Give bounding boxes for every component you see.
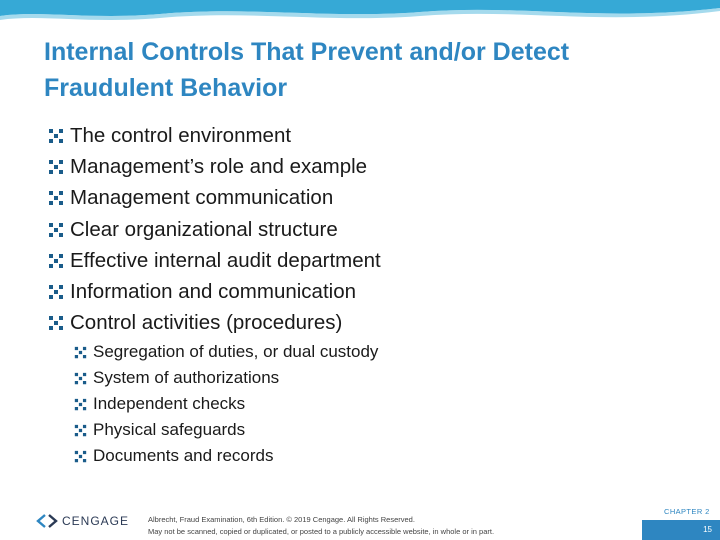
copyright-notice xyxy=(148,514,608,538)
bullet-list xyxy=(48,120,648,469)
sub-bullet-icon xyxy=(74,450,87,463)
bullet-text: Information and communication xyxy=(70,280,357,304)
bullet-icon xyxy=(48,159,64,175)
sub-bullet-text: Physical safeguards xyxy=(93,420,246,440)
sub-bullet-text: System of authorizations xyxy=(93,368,280,388)
sub-bullet-item xyxy=(48,417,648,443)
bullet-item xyxy=(48,245,648,276)
sub-bullet-text: Independent checks xyxy=(93,394,246,414)
sub-bullet-item xyxy=(48,365,648,391)
cengage-logo xyxy=(36,513,129,529)
sub-bullet-icon xyxy=(74,424,87,437)
bullet-icon xyxy=(48,253,64,269)
bullet-icon xyxy=(48,284,64,300)
page-number: 15 xyxy=(703,525,712,534)
bullet-text: The control environment xyxy=(70,123,292,147)
bullet-item xyxy=(48,183,648,214)
bullet-icon xyxy=(48,128,64,144)
bullet-text: Management’s role and example xyxy=(70,154,368,178)
sub-bullet-icon xyxy=(74,346,87,359)
copyright-line-2: May not be scanned, copied or duplicated, or posted to a publicly accessible website, in whole or in part. xyxy=(148,527,495,536)
sub-bullet-icon xyxy=(74,398,87,411)
logo-text: CENGAGE xyxy=(62,514,130,528)
bullet-item xyxy=(48,151,648,182)
slide-title: Internal Controls That Prevent and/or Detect Fraudulent Behavior xyxy=(44,38,570,102)
bullet-item xyxy=(48,276,648,307)
copyright-line-1: Albrecht, Fraud Examination, 6th Edition. © 2019 Cengage. All Rights Reserved. xyxy=(148,515,415,524)
bullet-icon xyxy=(48,315,64,331)
sub-bullet-icon xyxy=(74,372,87,385)
bullet-item xyxy=(48,120,648,151)
bullet-text: Management communication xyxy=(70,186,334,210)
sub-bullet-text: Documents and records xyxy=(93,446,274,466)
bullet-text: Control activities (procedures) xyxy=(70,311,343,335)
top-wave-decoration xyxy=(0,0,720,30)
sub-bullet-item xyxy=(48,339,648,365)
bullet-icon xyxy=(48,222,64,238)
bullet-text: Effective internal audit department xyxy=(70,248,381,272)
bullet-icon xyxy=(48,190,64,206)
bullet-item xyxy=(48,308,648,339)
sub-bullet-item xyxy=(48,391,648,417)
sub-bullet-text: Segregation of duties, or dual custody xyxy=(93,342,379,362)
page-number-tab xyxy=(642,520,720,540)
chapter-label: CHAPTER 2 xyxy=(664,507,710,516)
sub-bullet-item xyxy=(48,443,648,469)
bullet-text: Clear organizational structure xyxy=(70,217,338,241)
cengage-mark-icon xyxy=(36,513,58,529)
bullet-item xyxy=(48,214,648,245)
